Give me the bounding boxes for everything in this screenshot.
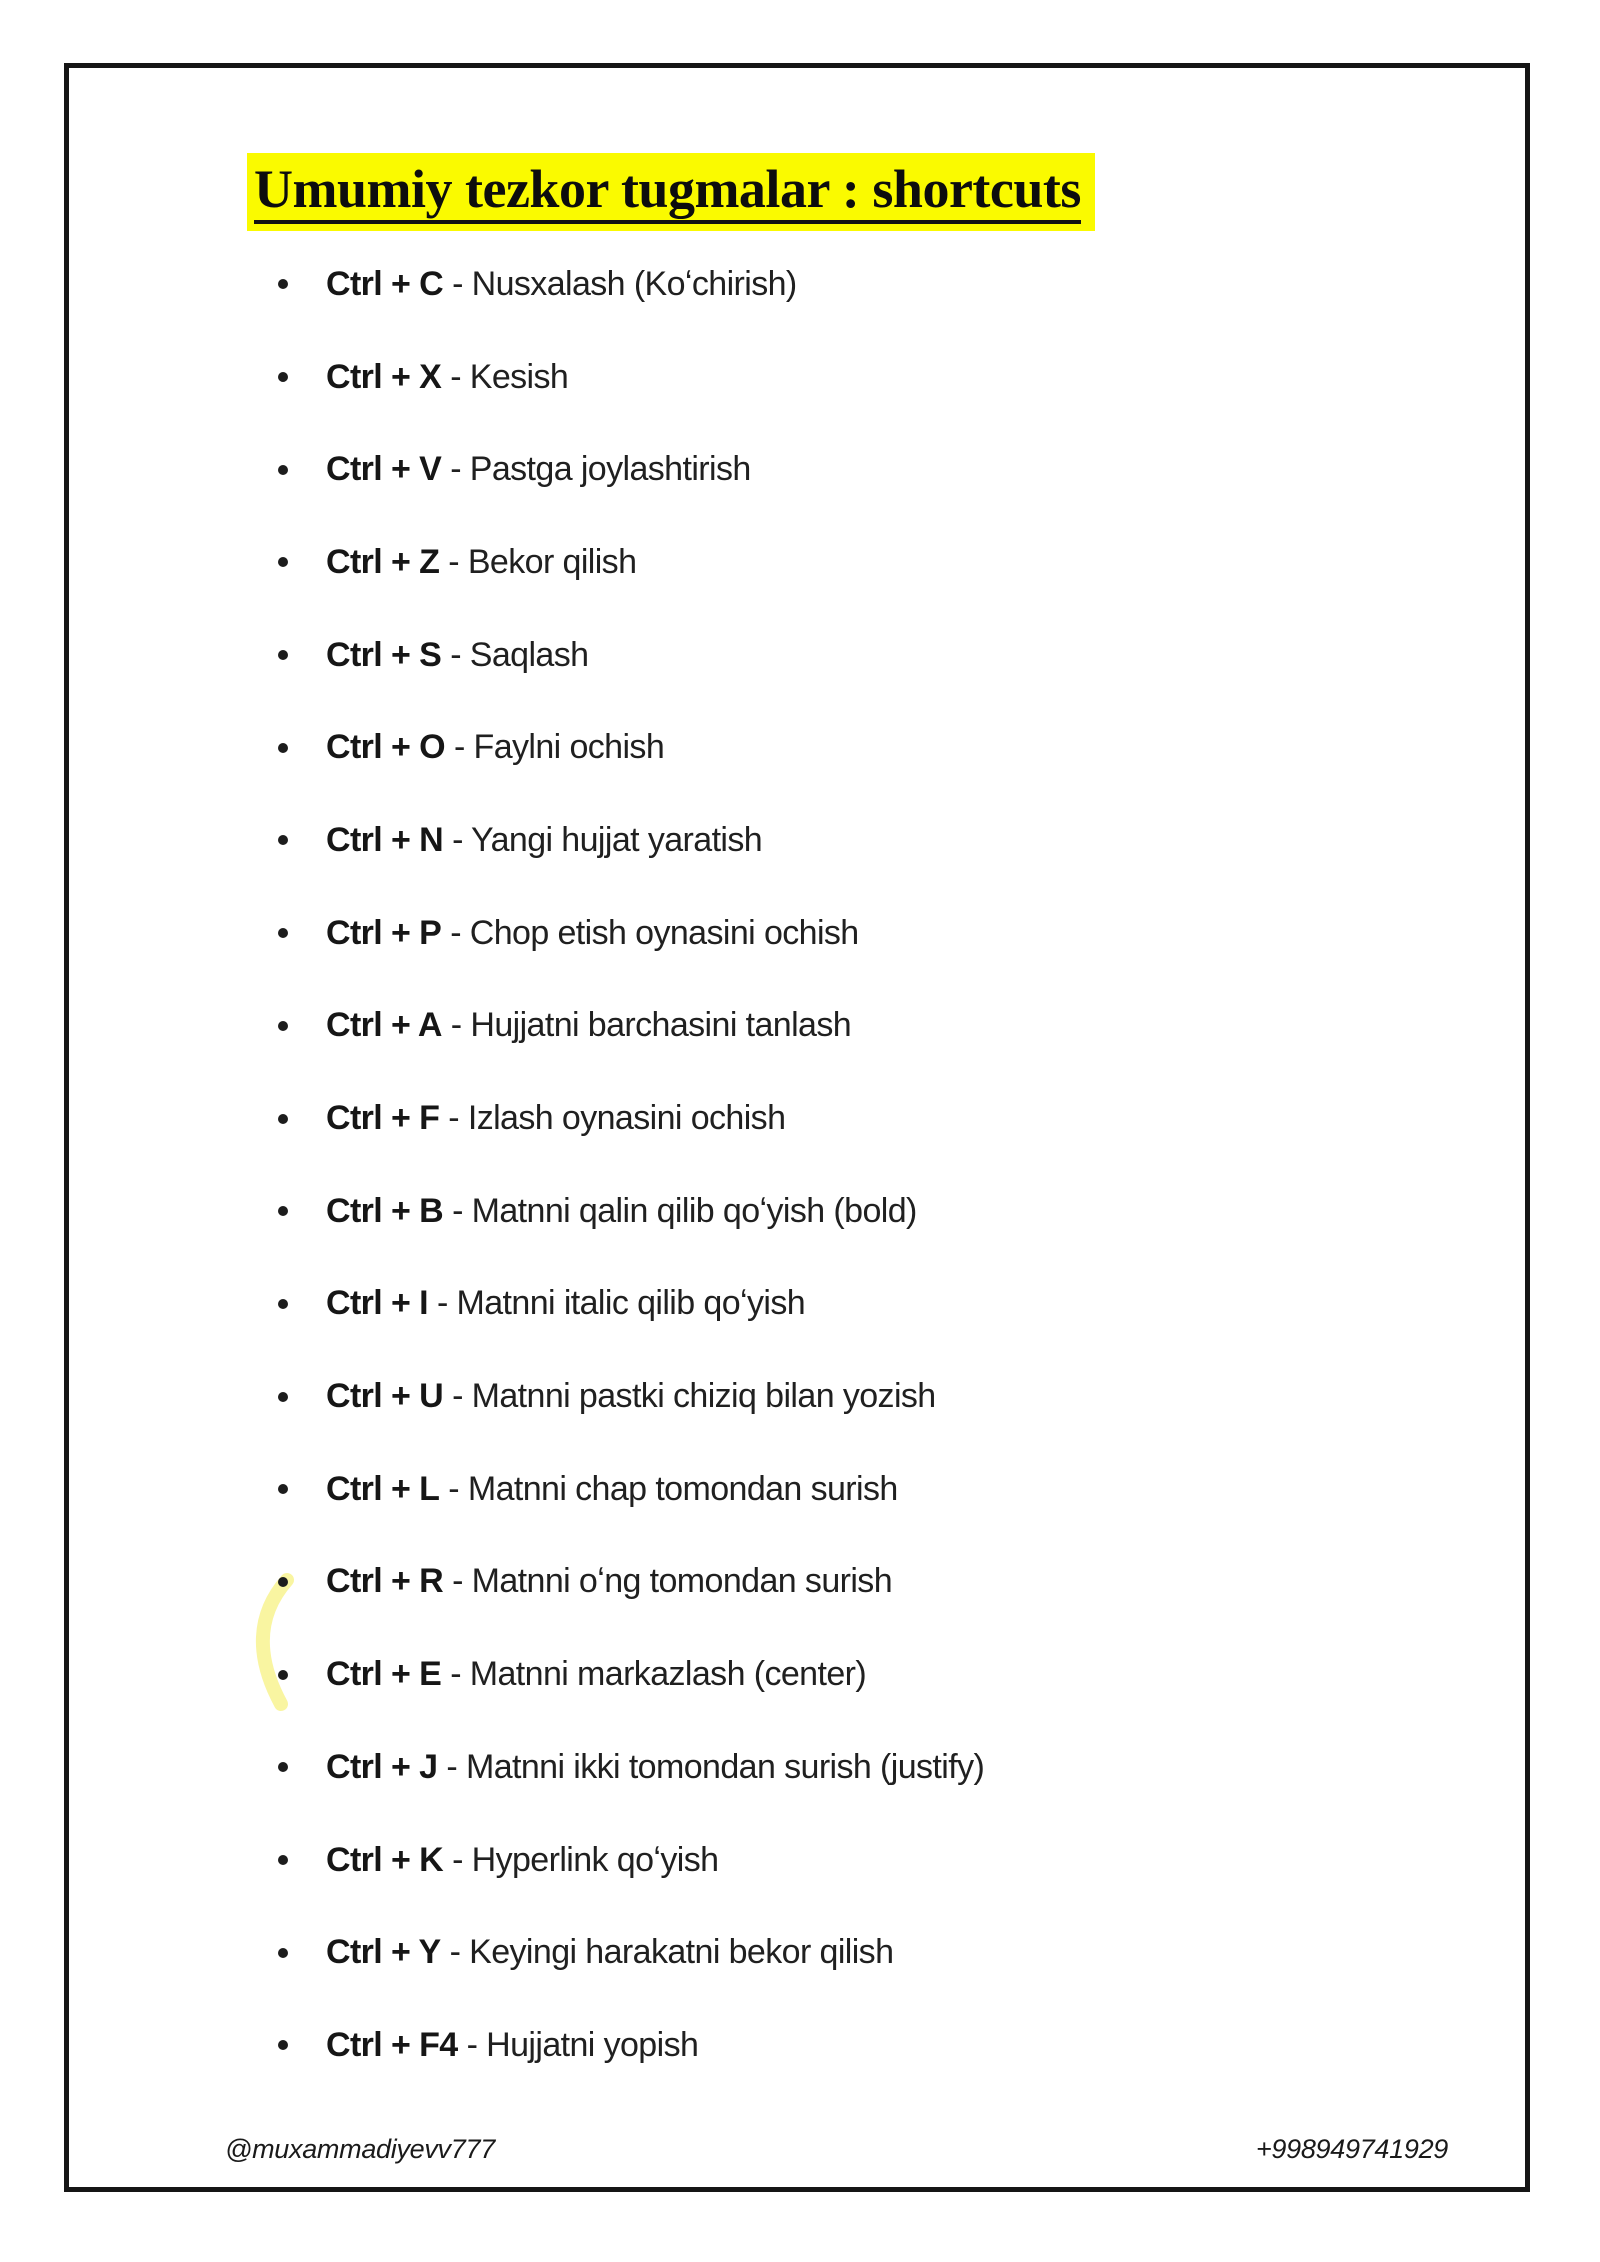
shortcut-keys: Ctrl + N bbox=[326, 820, 444, 859]
shortcut-list bbox=[278, 238, 984, 2092]
bullet-icon bbox=[278, 1114, 288, 1124]
bullet-icon bbox=[278, 835, 288, 845]
page-title-text: Umumiy tezkor tugmalar : shortcuts bbox=[254, 159, 1081, 224]
footer-phone: +998949741929 bbox=[1255, 2134, 1448, 2164]
list-item bbox=[278, 609, 984, 702]
shortcut-keys: Ctrl + F4 bbox=[326, 2025, 458, 2064]
bullet-icon bbox=[278, 2040, 288, 2050]
shortcut-keys: Ctrl + Y bbox=[326, 1933, 441, 1972]
shortcut-description: - Pastga joylashtirish bbox=[450, 450, 751, 489]
shortcut-keys: Ctrl + X bbox=[326, 357, 442, 396]
footer bbox=[225, 2134, 1448, 2165]
shortcut-keys: Ctrl + P bbox=[326, 913, 442, 952]
bullet-icon bbox=[278, 1855, 288, 1865]
bullet-icon bbox=[278, 1484, 288, 1494]
bullet-icon bbox=[278, 1021, 288, 1031]
shortcut-keys: Ctrl + V bbox=[326, 450, 442, 489]
bullet-icon bbox=[278, 1577, 288, 1587]
shortcut-description: - Matnni pastki chiziq bilan yozish bbox=[452, 1377, 936, 1416]
list-item bbox=[278, 516, 984, 609]
shortcut-keys: Ctrl + F bbox=[326, 1099, 440, 1138]
bullet-icon bbox=[278, 928, 288, 938]
shortcut-description: - Hujjatni yopish bbox=[466, 2025, 699, 2064]
list-item bbox=[278, 701, 984, 794]
shortcut-description: - Yangi hujjat yaratish bbox=[452, 820, 763, 859]
bullet-icon bbox=[278, 1392, 288, 1402]
footer-handle: @muxammadiyevv777 bbox=[225, 2134, 495, 2164]
shortcut-description: - Matnni chap tomondan surish bbox=[448, 1469, 898, 1508]
shortcut-description: - Keyingi harakatni bekor qilish bbox=[449, 1933, 894, 1972]
list-item bbox=[278, 1999, 984, 2092]
shortcut-keys: Ctrl + Z bbox=[326, 542, 440, 581]
list-item bbox=[278, 1350, 984, 1443]
shortcut-description: - Matnni qalin qilib qoʻyish (bold) bbox=[452, 1191, 917, 1230]
list-item bbox=[278, 331, 984, 424]
list-item bbox=[278, 423, 984, 516]
bullet-icon bbox=[278, 1762, 288, 1772]
shortcut-keys: Ctrl + K bbox=[326, 1840, 444, 1879]
bullet-icon bbox=[278, 1948, 288, 1958]
list-item bbox=[278, 1628, 984, 1721]
bullet-icon bbox=[278, 1206, 288, 1216]
shortcut-description: - Matnni italic qilib qoʻyish bbox=[436, 1284, 806, 1323]
list-item bbox=[278, 887, 984, 980]
shortcut-keys: Ctrl + I bbox=[326, 1284, 428, 1323]
shortcut-description: - Chop etish oynasini ochish bbox=[450, 913, 859, 952]
shortcut-keys: Ctrl + J bbox=[326, 1747, 438, 1786]
list-item bbox=[278, 1072, 984, 1165]
shortcut-description: - Bekor qilish bbox=[448, 542, 637, 581]
bullet-icon bbox=[278, 372, 288, 382]
shortcut-description: - Matnni oʻng tomondan surish bbox=[452, 1562, 893, 1601]
bullet-icon bbox=[278, 465, 288, 475]
shortcut-keys: Ctrl + C bbox=[326, 264, 444, 303]
shortcut-description: - Izlash oynasini ochish bbox=[448, 1099, 786, 1138]
shortcut-keys: Ctrl + R bbox=[326, 1562, 444, 1601]
list-item bbox=[278, 794, 984, 887]
list-item bbox=[278, 1721, 984, 1814]
page-title bbox=[247, 153, 1095, 231]
bullet-icon bbox=[278, 650, 288, 660]
list-item bbox=[278, 1814, 984, 1907]
bullet-icon bbox=[278, 743, 288, 753]
list-item bbox=[278, 1443, 984, 1536]
list-item bbox=[278, 238, 984, 331]
shortcut-description: - Kesish bbox=[450, 357, 569, 396]
shortcut-description: - Faylni ochish bbox=[453, 728, 665, 767]
bullet-icon bbox=[278, 1299, 288, 1309]
shortcut-keys: Ctrl + E bbox=[326, 1655, 442, 1694]
shortcut-keys: Ctrl + S bbox=[326, 635, 442, 674]
shortcut-description: - Matnni markazlash (center) bbox=[450, 1655, 867, 1694]
list-item bbox=[278, 1165, 984, 1258]
list-item bbox=[278, 1258, 984, 1351]
shortcut-keys: Ctrl + L bbox=[326, 1469, 440, 1508]
shortcut-keys: Ctrl + A bbox=[326, 1006, 442, 1045]
shortcut-description: - Matnni ikki tomondan surish (justify) bbox=[446, 1747, 985, 1786]
list-item bbox=[278, 980, 984, 1073]
list-item bbox=[278, 1906, 984, 1999]
bullet-icon bbox=[278, 1670, 288, 1680]
shortcut-keys: Ctrl + B bbox=[326, 1191, 444, 1230]
shortcut-description: - Hujjatni barchasini tanlash bbox=[450, 1006, 852, 1045]
shortcut-description: - Nusxalash (Koʻchirish) bbox=[452, 264, 797, 303]
shortcut-description: - Hyperlink qoʻyish bbox=[452, 1840, 719, 1879]
list-item bbox=[278, 1536, 984, 1629]
shortcut-keys: Ctrl + O bbox=[326, 728, 445, 767]
shortcut-description: - Saqlash bbox=[450, 635, 589, 674]
shortcut-keys: Ctrl + U bbox=[326, 1377, 444, 1416]
bullet-icon bbox=[278, 557, 288, 567]
bullet-icon bbox=[278, 279, 288, 289]
